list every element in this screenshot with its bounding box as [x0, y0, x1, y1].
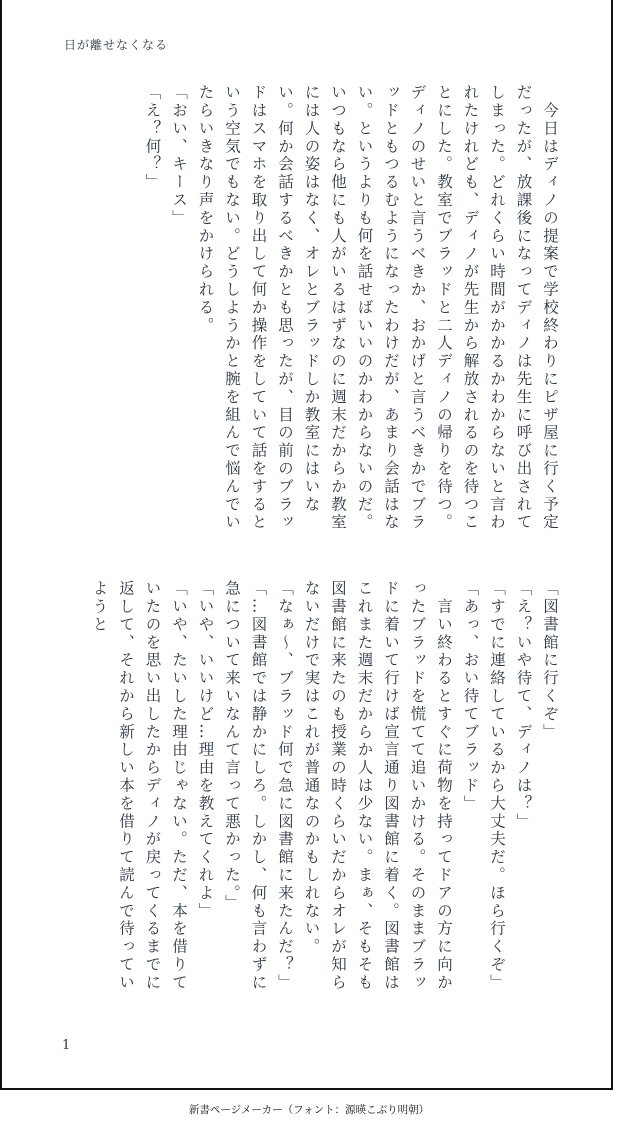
paragraph: 「いや、たいした理由じゃない。ただ、本を借りていたのを思い出したからディノが戻ってくるまでに返して、それから新しい本を借りて読んで待っていようと	[90, 580, 188, 992]
text-block-top	[63, 84, 563, 539]
paragraph: 「いや、いいけど…理由を教えてくれよ」	[196, 580, 215, 921]
paragraph: 言い終わるとすぐに荷物を持ってドアの方に向かったブラッドを慌てて追いかける。そのままブラッドに着いて行けば宣言通り図書館に着く。図書館はこれまた週末だからか人は少ない。まぁ、そもそも図書館に来たのも授業の時くらいだからオレが知らないだけで実はこれが普通なのかもしれない。	[302, 580, 453, 992]
paragraph: 「なぁ〜、ブラッド何で急に図書館に来たんだ？」	[276, 580, 294, 992]
text-block-bottom	[63, 580, 563, 992]
paragraph: 「え？何？」	[143, 84, 162, 192]
paragraph: 「…図書館では静かにしろ。しかし、何も言わずに急について来いなんて言って悪かった。」	[223, 580, 268, 992]
paragraph: 「すでに連絡しているから大丈夫だ。ほら行くぞ」	[488, 580, 506, 992]
footer-credit: 新書ページメーカー（フォント：源暎こぶり明朝）	[188, 1104, 430, 1116]
paragraph: 「図書館に行くぞ」	[541, 580, 559, 742]
paragraph: 今日はディノの提案で学校終わりにピザ屋に行く予定だったが、放課後になってディノは先生に呼び出されてしまった。どれくらい時間がかかるかわからないと言われたけれども、ディノが先生から解放されるのを待つことにした。教室でブラッドと二人ディノの帰りを待つ。ディノのせいと言うべきか、おかげと言うべきかでブラッドともつるむようになったわけだが、あまり会話はない。というよりも何を話せばいいのかわからないのだ。いつもなら他にも人がいるはずなのに週末だからか教室には人の姿はなく、オレとブラッドしか教室にはいない。何か会話するべきかとも思ったが、目の前のブラッドはスマホを取り出して何か操作をしていて話をするという空気でもない。どうしようかと腕を組んで悩んでいたらいきなり声をかけられる。	[196, 84, 559, 532]
paragraph: 「え？いや待て、ディノは？」	[514, 580, 533, 831]
paragraph: 「おい、キース」	[170, 84, 188, 228]
page-title: 日が離せなくなる	[64, 38, 169, 52]
paragraph: 「あっ、おい待てブラッド」	[461, 580, 480, 813]
page-number: 1	[62, 1038, 71, 1053]
